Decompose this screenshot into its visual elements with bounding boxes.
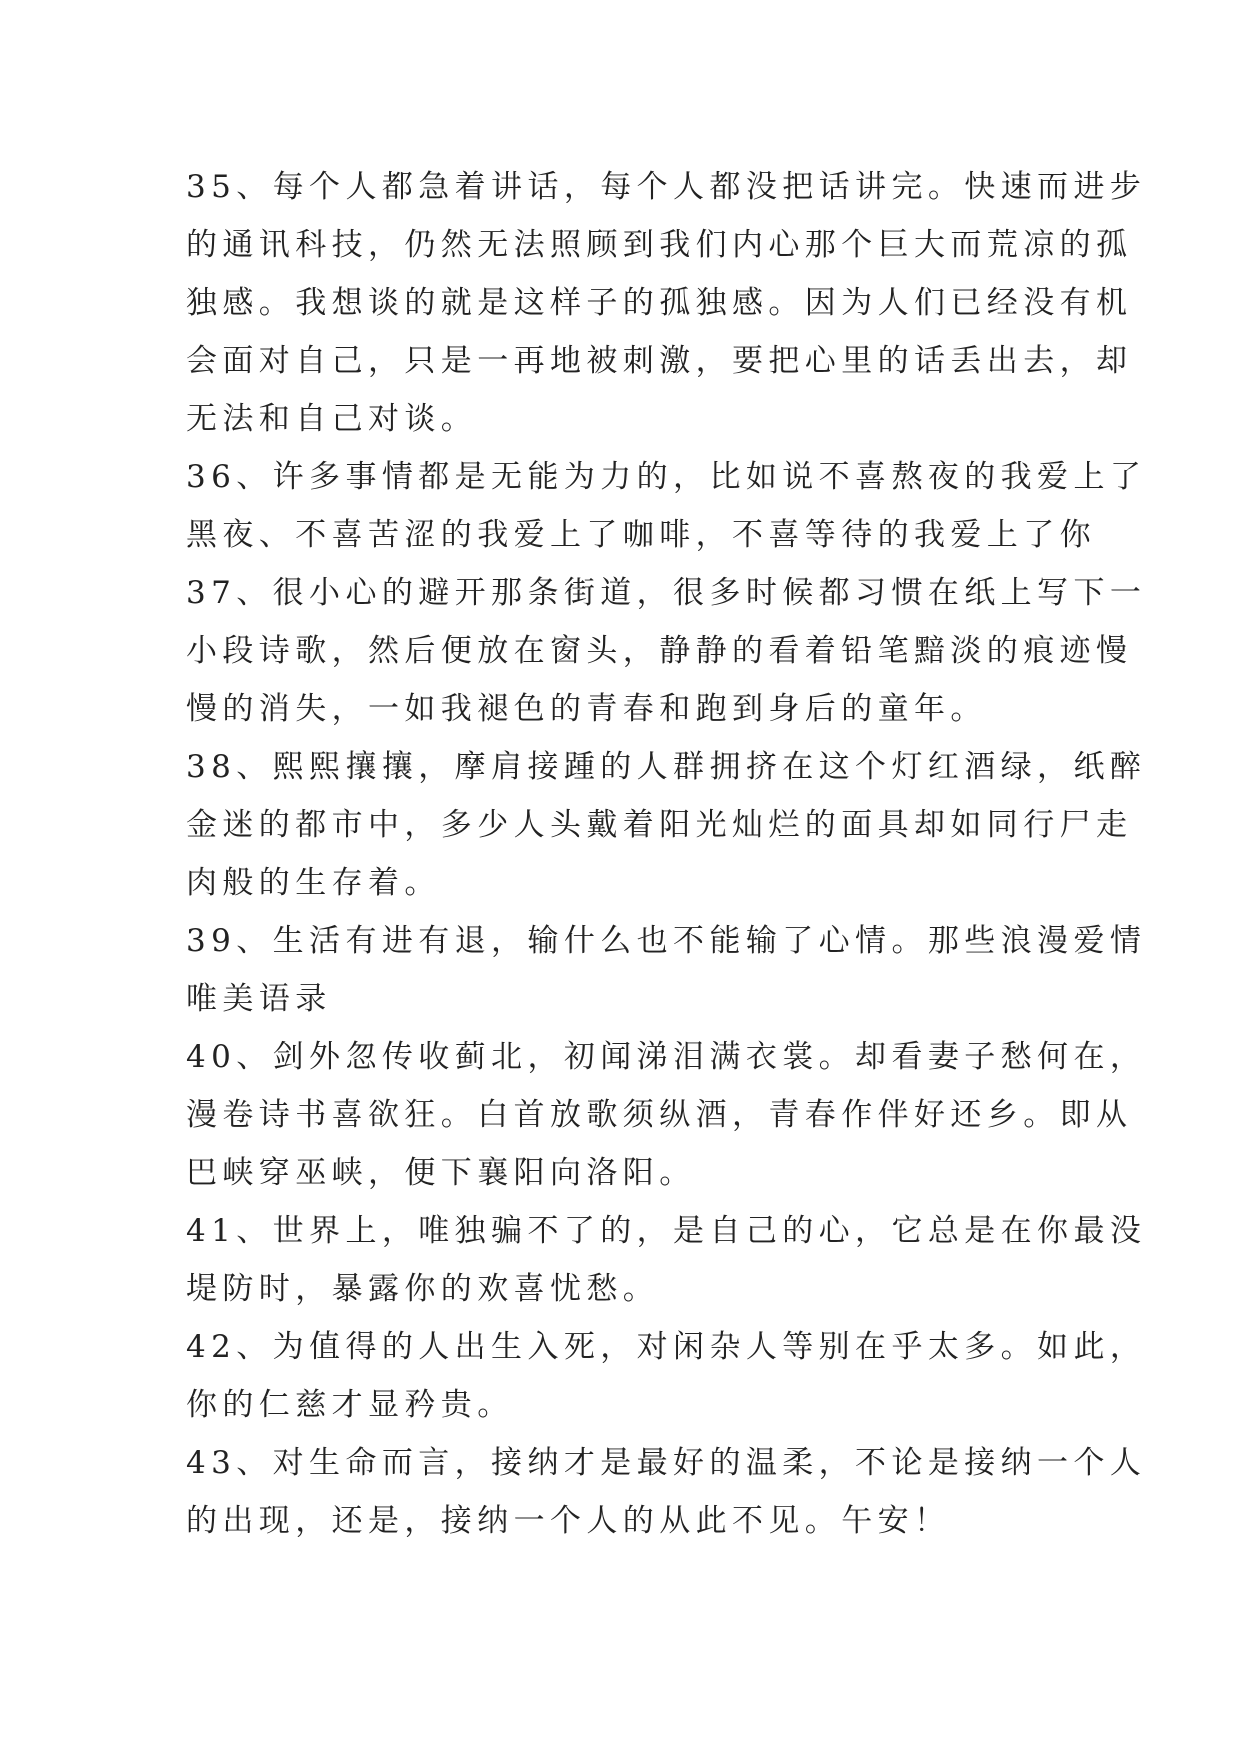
text-line: 独感。我想谈的就是这样子的孤独感。因为人们已经没有机 (186, 285, 1133, 321)
text-line: 的出现，还是，接纳一个人的从此不见。午安！ (186, 1503, 951, 1539)
text-line: 堤防时，暴露你的欢喜忧愁。 (186, 1271, 660, 1307)
text-line: 38、熙熙攘攘，摩肩接踵的人群拥挤在这个灯红酒绿，纸醉 (186, 749, 1147, 785)
text-line: 唯美语录 (186, 981, 332, 1017)
text-line: 无法和自己对谈。 (186, 401, 478, 437)
text-line: 黑夜、不喜苦涩的我爱上了咖啡，不喜等待的我爱上了你 (186, 517, 1096, 553)
text-line: 的通讯科技，仍然无法照顾到我们内心那个巨大而荒凉的孤 (186, 227, 1133, 263)
text-line: 金迷的都市中，多少人头戴着阳光灿烂的面具却如同行尸走 (186, 807, 1133, 843)
text-line: 你的仁慈才显矜贵。 (186, 1387, 514, 1423)
text-line: 41、世界上，唯独骗不了的，是自己的心，它总是在你最没 (186, 1213, 1147, 1249)
text-line: 会面对自己，只是一再地被刺激，要把心里的话丢出去，却 (186, 343, 1133, 379)
text-line: 40、剑外忽传收蓟北，初闻涕泪满衣裳。却看妻子愁何在， (186, 1039, 1147, 1075)
text-line: 肉般的生存着。 (186, 865, 441, 901)
text-line: 巴峡穿巫峡，便下襄阳向洛阳。 (186, 1155, 696, 1191)
text-line: 35、每个人都急着讲话，每个人都没把话讲完。快速而进步 (186, 169, 1147, 205)
text-line: 36、许多事情都是无能为力的，比如说不喜熬夜的我爱上了 (186, 459, 1147, 495)
text-line: 慢的消失，一如我褪色的青春和跑到身后的童年。 (186, 691, 987, 727)
text-line: 37、很小心的避开那条街道，很多时候都习惯在纸上写下一 (186, 575, 1147, 611)
text-line: 漫卷诗书喜欲狂。白首放歌须纵酒，青春作伴好还乡。即从 (186, 1097, 1133, 1133)
document-body (186, 158, 1147, 1550)
text-line: 43、对生命而言，接纳才是最好的温柔，不论是接纳一个人 (186, 1445, 1147, 1481)
text-line: 39、生活有进有退，输什么也不能输了心情。那些浪漫爱情 (186, 923, 1147, 959)
text-line: 小段诗歌，然后便放在窗头，静静的看着铅笔黯淡的痕迹慢 (186, 633, 1133, 669)
text-line: 42、为值得的人出生入死，对闲杂人等别在乎太多。如此， (186, 1329, 1147, 1365)
